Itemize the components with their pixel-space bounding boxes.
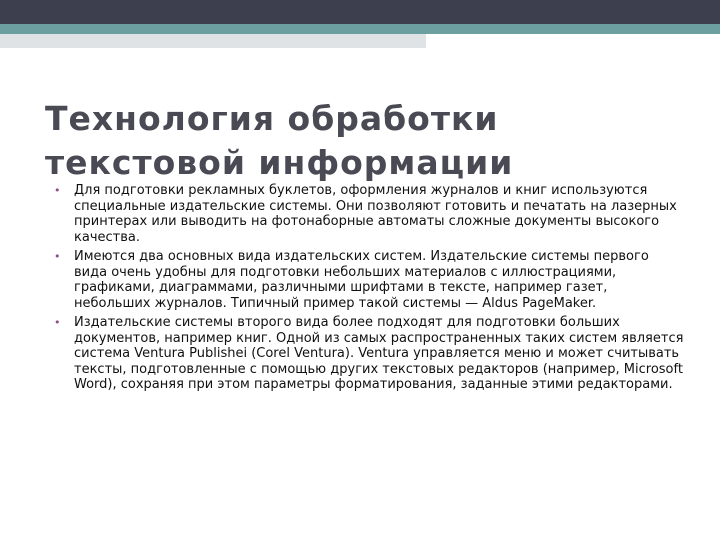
header-dark-bar <box>0 0 720 24</box>
slide-title-line-2: текстовой информации <box>45 143 514 182</box>
bullet-text: Для подготовки рекламных буклетов, оформления журналов и книг используются специальные издательские системы. Они позволяют готовить и печатать на лазерных принтерах или выводить на фотонаборные автоматы сложные документы высокого качества. <box>74 183 677 245</box>
header-light-stripe <box>0 34 426 48</box>
bullet-item-first-type <box>54 249 684 311</box>
slide-title-line-1: Технология обработки <box>45 99 499 138</box>
bullet-marker-icon: • <box>54 316 61 329</box>
bullet-text: Издательские системы второго вида более подходят для подготовки больших документов, например книг. Одной из самых распространенных таких систем является система Ventura Publishei (Corel Ventura). Ventura управляется меню и может считывать тексты, подготовленные с помощью других текстовых редакторов (например, Microsoft Word), сохраняя при этом параметры форматирования, заданные этими редакторами. <box>74 315 684 392</box>
slide-title <box>45 97 685 185</box>
bullet-marker-icon: • <box>54 250 61 263</box>
header-white-gap <box>426 34 720 48</box>
header-teal-stripe <box>0 24 720 34</box>
bullet-list <box>54 183 684 397</box>
bullet-item-second-type <box>54 315 684 393</box>
bullet-item-publishing-systems <box>54 183 684 245</box>
bullet-marker-icon: • <box>54 184 61 197</box>
bullet-text: Имеются два основных вида издательских систем. Издательские системы первого вида очень удобны для подготовки небольших материалов с иллюстрациями, графиками, диаграммами, различными шрифтами в тексте, например газет, небольших журналов. Типичный пример такой системы — Aldus PageMaker. <box>74 249 649 311</box>
